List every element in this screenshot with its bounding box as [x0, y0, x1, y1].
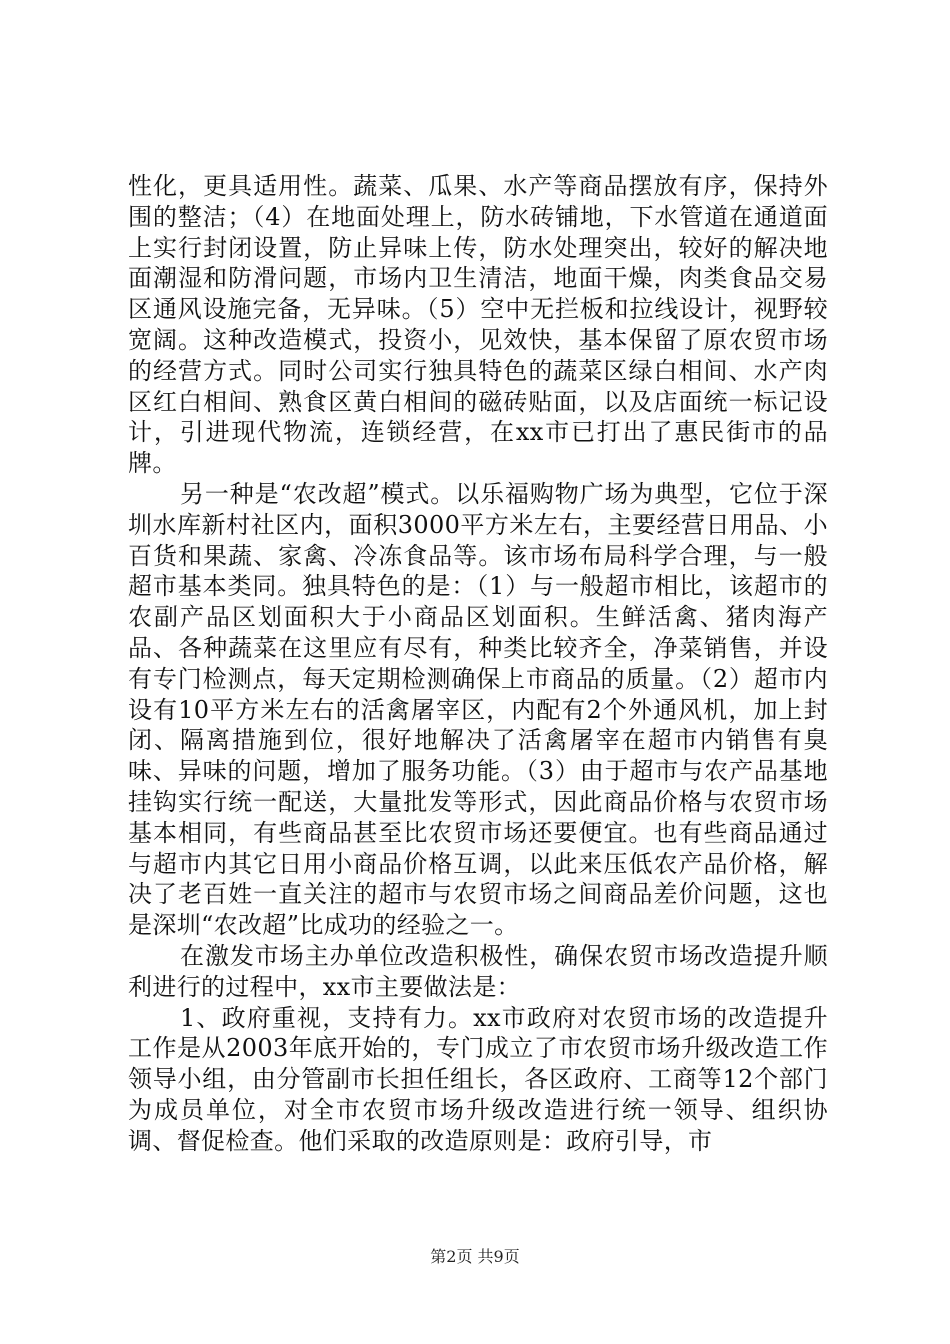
document-body	[128, 171, 828, 1157]
paragraph-3: 在激发市场主办单位改造积极性，确保农贸市场改造提升顺利进行的过程中，xx市主要做法是：	[128, 941, 828, 1001]
paragraph-2: 另一种是“农改超”模式。以乐福购物广场为典型，它位于深圳水库新村社区内，面积3000平方米左右，主要经营日用品、小百货和果蔬、家禽、冷冻食品等。该市场布局科学合理，与一般超市基本类同。独具特色的是：（1）与一般超市相比，该超市的农副产品区划面积大于小商品区划面积。生鲜活禽、猪肉海产品、各种蔬菜在这里应有尽有，种类比较齐全，净菜销售，并设有专门检测点，每天定期检测确保上市商品的质量。（2）超市内设有10平方米左右的活禽屠宰区，内配有2个外通风机，加上封闭、隔离措施到位，很好地解决了活禽屠宰在超市内销售有臭味、异味的问题，增加了服务功能。（3）由于超市与农产品基地挂钩实行统一配送，大量批发等形式，因此商品价格与农贸市场基本相同，有些商品甚至比农贸市场还要便宜。也有些商品通过与超市内其它日用小商品价格互调，以此来压低农产品价格，解决了老百姓一直关注的超市与农贸市场之间商品差价问题，这也是深圳“农改超”比成功的经验之一。	[128, 479, 828, 940]
paragraph-4: 1、政府重视，支持有力。xx市政府对农贸市场的改造提升工作是从2003年底开始的，专门成立了市农贸市场升级改造工作领导小组，由分管副市长担任组长，各区政府、工商等12个部门为成员单位，对全市农贸市场升级改造进行统一领导、组织协调、督促检查。他们采取的改造原则是：政府引导，市	[128, 1003, 828, 1155]
page-number-footer: 第2页 共9页	[430, 1247, 520, 1266]
paragraph-1: 性化，更具适用性。蔬菜、瓜果、水产等商品摆放有序，保持外围的整洁；（4）在地面处理上，防水砖铺地，下水管道在通道面上实行封闭设置，防止异味上传，防水处理突出，较好的解决地面潮湿和防滑问题，市场内卫生清洁，地面干燥，肉类食品交易区通风设施完备，无异味。（5）空中无拦板和拉线设计，视野较宽阔。这种改造模式，投资小，见效快，基本保留了原农贸市场的经营方式。同时公司实行独具特色的蔬菜区绿白相间、水产肉区红白相间、熟食区黄白相间的磁砖贴面，以及店面统一标记设计，引进现代物流，连锁经营，在xx市已打出了惠民街市的品牌。	[128, 172, 828, 478]
